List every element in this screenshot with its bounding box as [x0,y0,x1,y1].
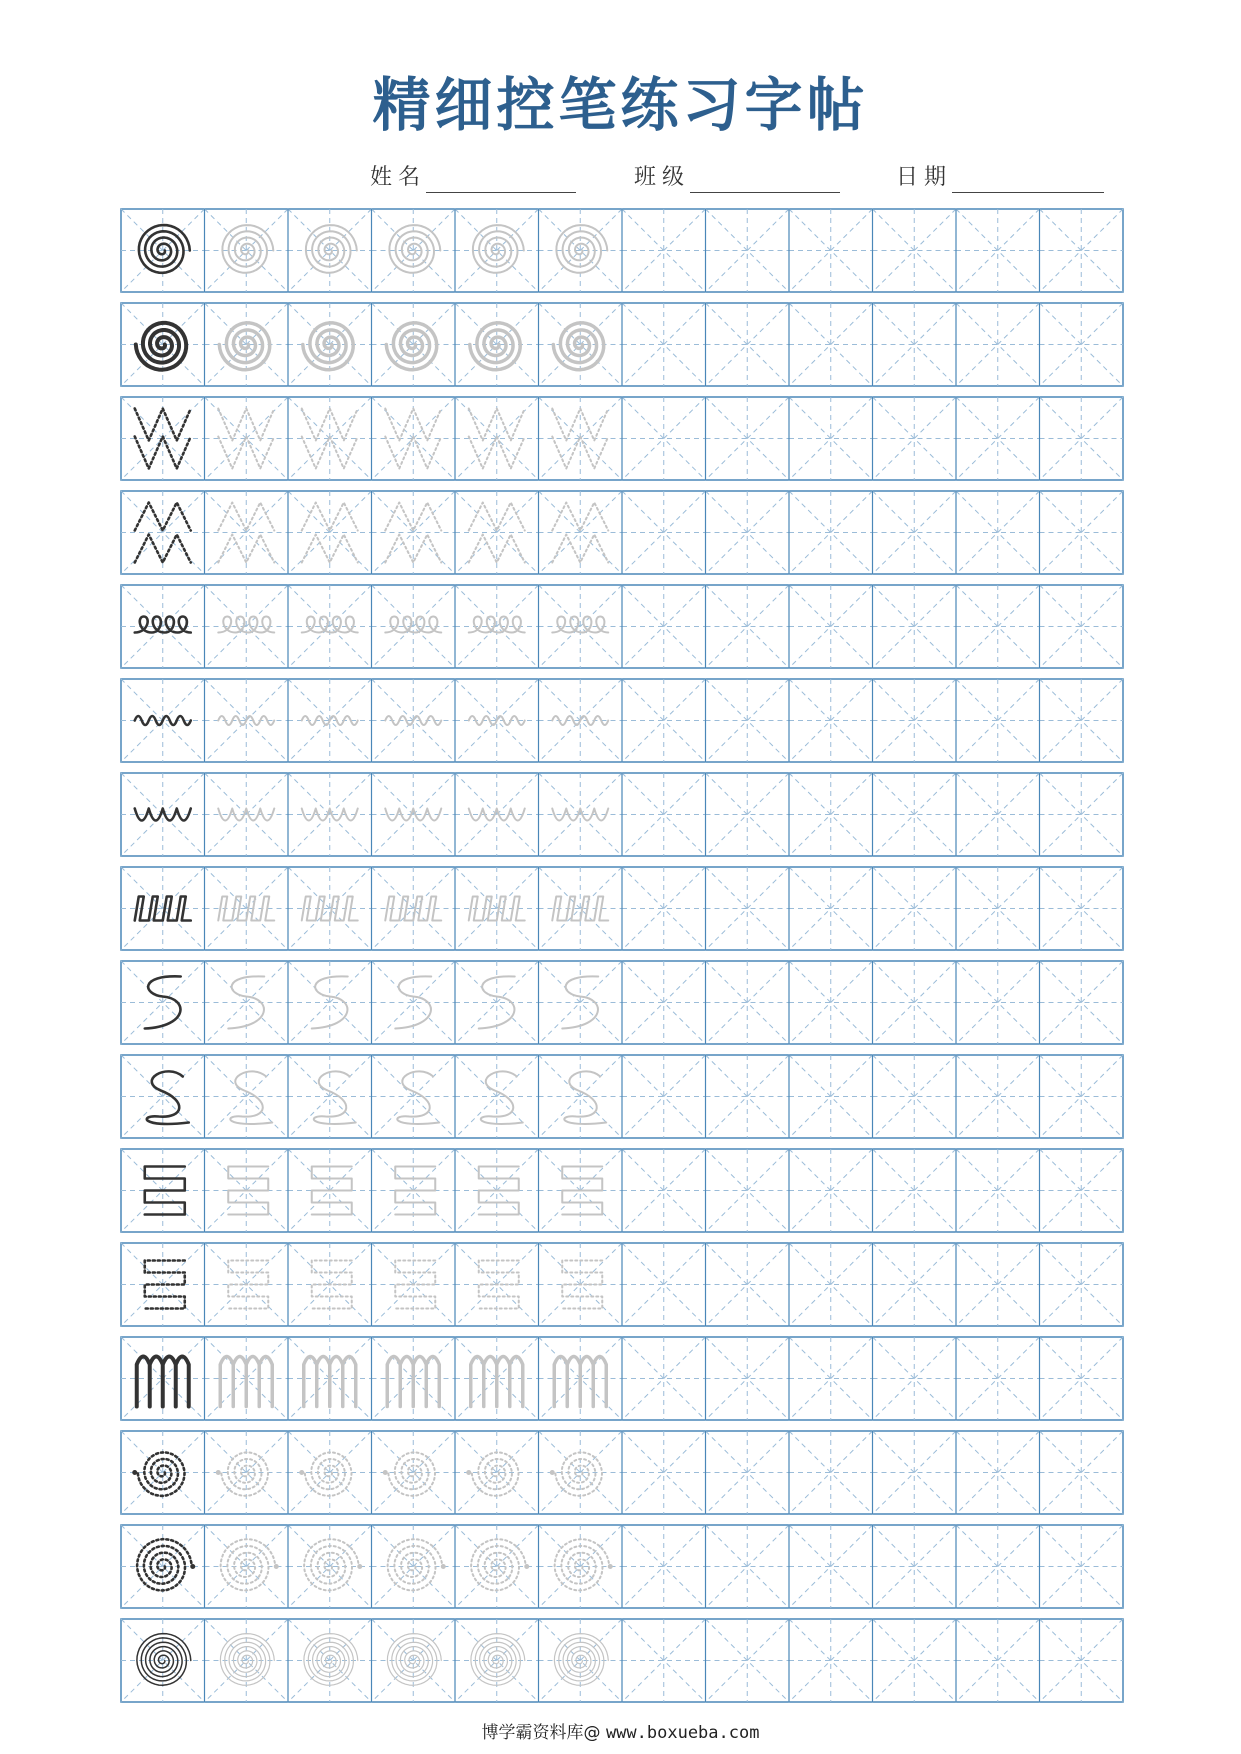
start-dot [608,1564,613,1569]
start-dot [357,1564,362,1569]
practice-row [121,1525,1123,1608]
footer-credit [0,1718,1241,1743]
practice-row [121,1055,1123,1138]
practice-row [121,491,1123,574]
practice-row [121,867,1123,950]
practice-row [121,397,1123,480]
start-dot [466,1470,471,1475]
practice-row [121,679,1123,762]
practice-row [121,1337,1123,1420]
start-dot [550,1470,555,1475]
footer-source: 博学霸资料库 [481,1723,584,1743]
practice-row [121,1149,1123,1232]
practice-row [121,773,1123,856]
class-label: 班级 [634,165,691,190]
date-label: 日期 [896,165,953,190]
start-dot [441,1564,446,1569]
start-dot [216,1470,221,1475]
page-title: 精细控笔练习字帖 [372,71,869,139]
practice-row [121,303,1123,386]
practice-row [121,209,1123,292]
start-dot [190,1564,195,1569]
footer-url[interactable]: www.boxueba.com [605,1723,760,1743]
start-dot [383,1470,388,1475]
start-dot [299,1470,304,1475]
footer-at: @ [583,1723,601,1743]
practice-row [121,1431,1123,1514]
name-label: 姓名 [370,165,427,190]
practice-row [121,961,1123,1044]
start-dot [524,1564,529,1569]
practice-row [121,1619,1123,1702]
start-dot [132,1470,137,1475]
practice-row [121,1243,1123,1326]
practice-row [121,585,1123,668]
start-dot [274,1564,279,1569]
